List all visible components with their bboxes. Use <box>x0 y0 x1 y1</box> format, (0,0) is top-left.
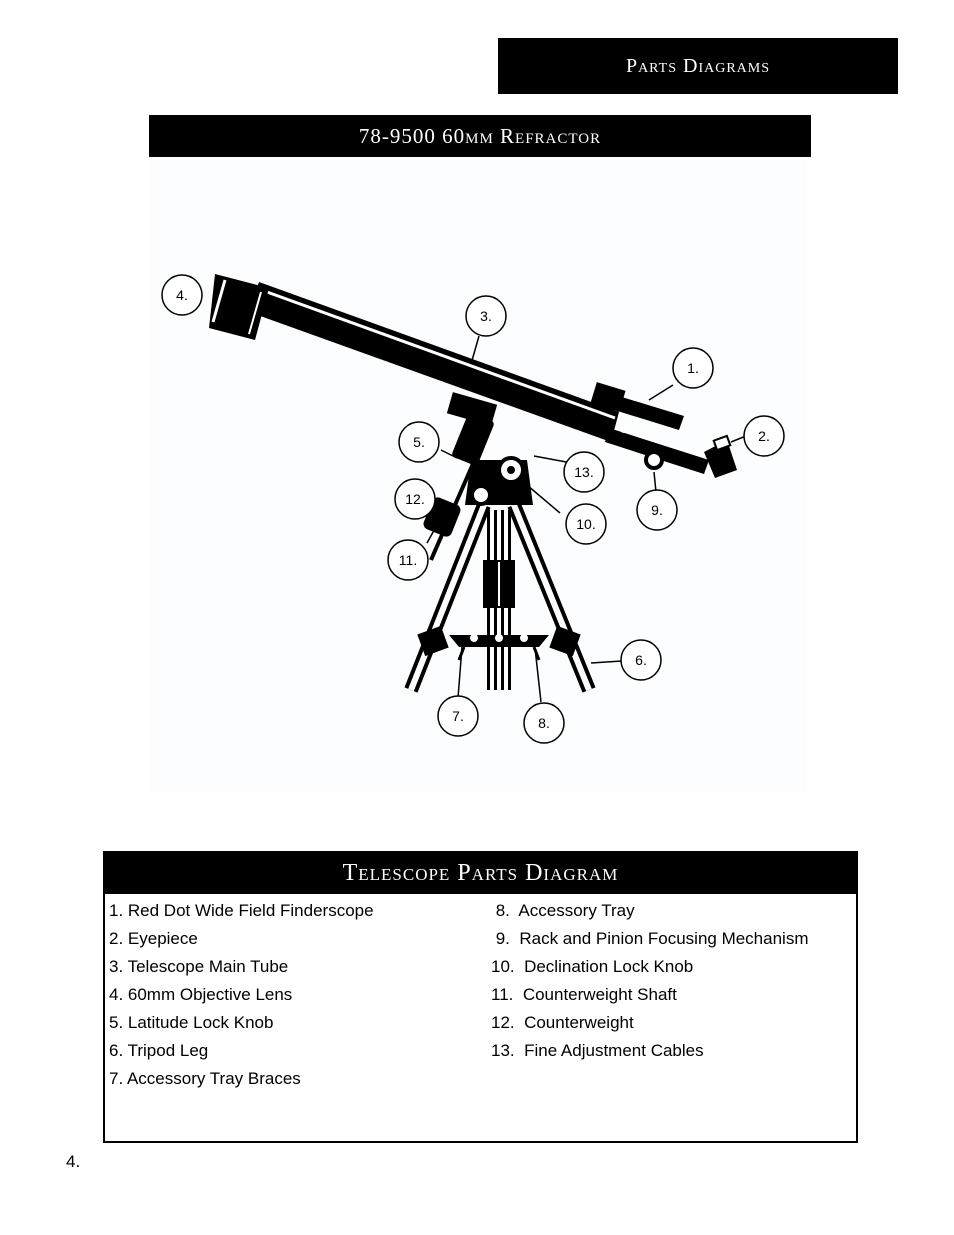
legend-item: 2. Eyepiece <box>109 929 198 948</box>
callout-label-4: 4. <box>176 287 188 303</box>
legend-item: 9. Rack and Pinion Focusing Mechanism <box>491 929 809 948</box>
legend-item: 6. Tripod Leg <box>109 1041 209 1060</box>
callout-5 <box>399 422 439 462</box>
callouts <box>162 275 784 743</box>
callout-label-6: 6. <box>635 652 647 668</box>
legend-item: 12. Counterweight <box>491 1013 634 1032</box>
callout-13 <box>564 452 604 492</box>
callout-label-7: 7. <box>452 708 464 724</box>
page-number: 4. <box>66 1152 81 1171</box>
legend-item: 3. Telescope Main Tube <box>109 957 289 976</box>
section-header <box>498 38 898 94</box>
callout-label-8: 8. <box>538 715 550 731</box>
callout-4 <box>162 275 202 315</box>
callout-1 <box>673 348 713 388</box>
callout-label-1: 1. <box>687 360 699 376</box>
callout-12 <box>395 479 435 519</box>
telescope-diagram <box>149 160 805 792</box>
legend-item: 7. Accessory Tray Braces <box>109 1069 301 1088</box>
section-title: Parts Diagrams <box>625 54 771 77</box>
telescope-illustration <box>149 160 805 792</box>
callout-label-13: 13. <box>574 464 594 480</box>
legend-item: 8. Accessory Tray <box>491 901 635 920</box>
callout-label-3: 3. <box>480 308 492 324</box>
legend-item: 11. Counterweight Shaft <box>491 985 677 1004</box>
callout-8 <box>524 703 564 743</box>
callout-label-10: 10. <box>576 516 596 532</box>
parts-legend <box>103 851 858 1143</box>
model-title-bar <box>149 115 811 157</box>
callout-7 <box>438 696 478 736</box>
callout-label-5: 5. <box>413 434 425 450</box>
callout-label-2: 2. <box>758 428 770 444</box>
legend-item: 5. Latitude Lock Knob <box>109 1013 274 1032</box>
legend-title-bar <box>105 853 856 894</box>
callout-label-11: 11. <box>398 552 418 568</box>
callout-6 <box>621 640 661 680</box>
legend-right-column <box>491 900 809 1068</box>
callout-9 <box>637 490 677 530</box>
main-tube <box>249 282 619 442</box>
callout-3 <box>466 296 506 336</box>
legend-item: 10. Declination Lock Knob <box>491 957 694 976</box>
callout-2 <box>744 416 784 456</box>
legend-item: 13. Fine Adjustment Cables <box>491 1041 704 1060</box>
callout-label-9: 9. <box>651 502 663 518</box>
legend-item: 1. Red Dot Wide Field Finderscope <box>109 901 374 920</box>
legend-title: Telescope Parts Diagram <box>342 860 619 886</box>
callout-10 <box>566 504 606 544</box>
legend-left-column <box>109 900 374 1096</box>
accessory-tray <box>449 634 549 660</box>
callout-label-12: 12. <box>405 491 425 507</box>
legend-item: 4. 60mm Objective Lens <box>109 985 293 1004</box>
callout-11 <box>388 540 428 580</box>
model-title: 78-9500 60mm Refractor <box>358 123 602 148</box>
